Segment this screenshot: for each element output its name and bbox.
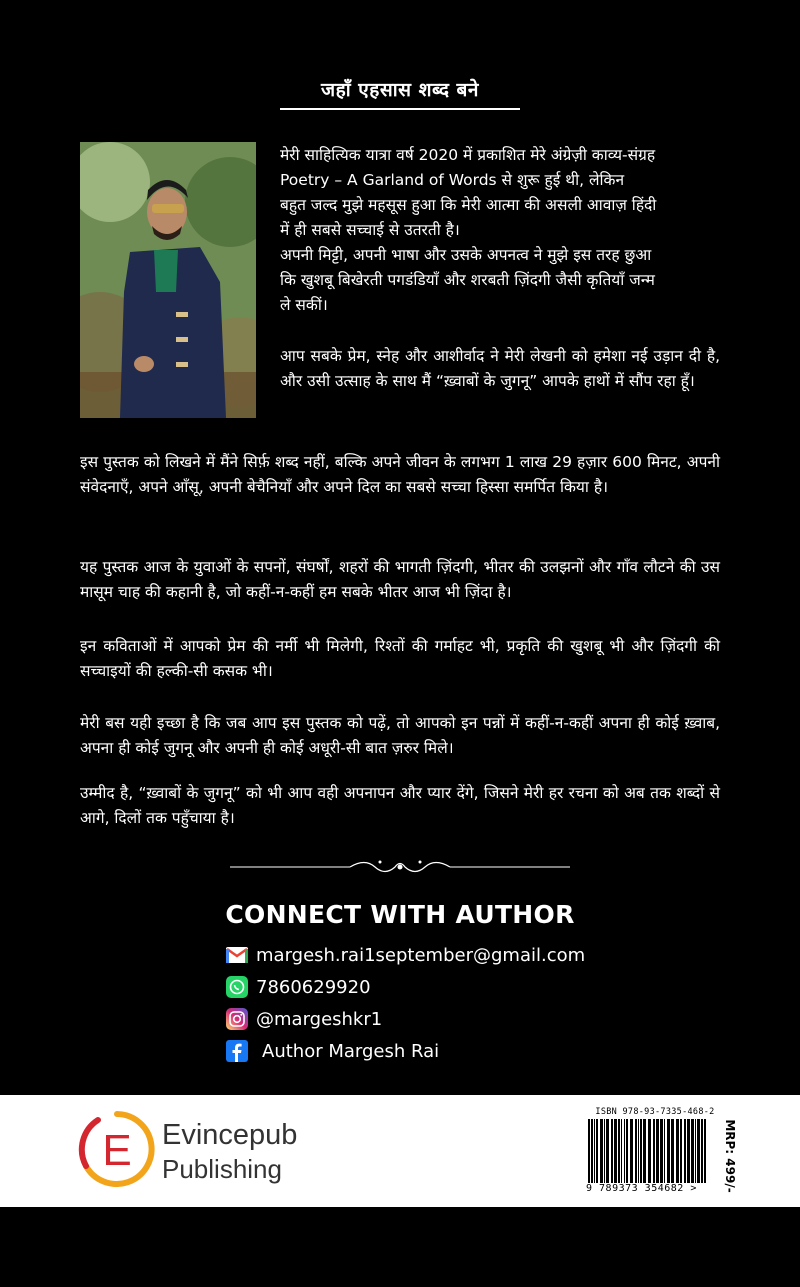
contact-text: Author Margesh Rai [262, 1040, 440, 1062]
barcode-bar [660, 1119, 663, 1183]
publisher-name [162, 1119, 297, 1186]
contact-text: 7860629920 [256, 976, 371, 998]
barcode-bar [600, 1119, 603, 1183]
intro-line: बहुत जल्द मुझे महसूस हुआ कि मेरी आत्मा की असली आवाज़ हिंदी [280, 196, 657, 214]
contact-text: margesh.rai1september@gmail.com [256, 944, 586, 966]
contact-facebook[interactable] [226, 1040, 439, 1062]
body-paragraph: इस पुस्तक को लिखने में मैंने सिर्फ़ शब्द नहीं, बल्कि अपने जीवन के लगभग 1 लाख 29 हज़ार 600 मिनट, अपनी संवेदनाएँ, अपने आँसू, अपनी बेचैनियाँ और अपने दिल का सबसे सच्चा हिस्सा समर्पित किया है। [80, 453, 720, 496]
barcode-bars [588, 1119, 708, 1183]
barcode-bar [656, 1119, 659, 1183]
gmail-icon [226, 944, 248, 966]
intro-line: कि खुशबू बिखेरती पगडंडियाँ और शरबती ज़िंदगी जैसी कृतियाँ जन्म [280, 271, 655, 289]
publisher-logo [78, 1110, 156, 1188]
body-paragraph: इन कविताओं में आपको प्रेम की नर्मी भी मिलेगी, रिश्तों की गर्माहट भी, प्रकृति की खुशबू भी और ज़िंदगी की सच्चाइयों की हल्की-सी कसक भी। [80, 637, 720, 680]
barcode-bar [611, 1119, 613, 1183]
barcode-bar [643, 1119, 646, 1183]
barcode-bar [664, 1119, 665, 1183]
barcode-bar [606, 1119, 609, 1183]
barcode-bar [594, 1119, 595, 1183]
barcode-bar [618, 1119, 620, 1183]
barcode-bar [667, 1119, 670, 1183]
barcode-bar [588, 1119, 590, 1183]
instagram-icon [226, 1008, 248, 1030]
connect-title: CONNECT WITH AUTHOR [225, 900, 575, 929]
barcode-bar [630, 1119, 633, 1183]
contact-whatsapp[interactable] [226, 976, 371, 998]
barcode-bar [704, 1119, 706, 1183]
barcode-bar [596, 1119, 598, 1183]
body-paragraph: मेरी बस यही इच्छा है कि जब आप इस पुस्तक को पढ़ें, तो आपको इन पन्नों में कहीं-न-कहीं अपना ही कोई ख़्वाब, अपना ही कोई जुगनू और अपनी ही कोई अधूरी-सी बात ज़रुर मिले। [80, 714, 720, 757]
barcode-bar [604, 1119, 605, 1183]
barcode-block [586, 1107, 737, 1197]
barcode-bar [701, 1119, 703, 1183]
barcode-bar [624, 1119, 625, 1183]
intro-paragraph-2: आप सबके प्रेम, स्नेह और आशीर्वाद ने मेरी लेखनी को हमेशा नई उड़ान दी है, और उसी उत्साह के साथ मैं “ख़्वाबों के जुगनू” आपके हाथों में सौंप रहा हूँ। [280, 347, 720, 390]
barcode-bar [648, 1119, 651, 1183]
barcode-bar [614, 1119, 617, 1183]
body-paragraph: उम्मीद है, “ख़्वाबों के जुगनू” को भी आप वही अपनापन और प्यार देंगे, जिसने मेरी हर रचना को अब तक शब्दों से आगे, दिलों तक पहुँचाया है। [80, 784, 720, 827]
contact-email[interactable] [226, 944, 585, 966]
barcode-bar [695, 1119, 696, 1183]
barcode-bar [591, 1119, 593, 1183]
barcode-bar [626, 1119, 628, 1183]
contact-text: @margeshkr1 [256, 1008, 383, 1030]
intro-line: मेरी साहित्यिक यात्रा वर्ष 2020 में प्रकाशित मेरे अंग्रेज़ी काव्य-संग्रह [280, 146, 656, 164]
author-photo [80, 142, 256, 418]
barcode-bar [684, 1119, 686, 1183]
publisher-name-line2: Publishing [162, 1154, 282, 1184]
intro-line: अपनी मिट्टी, अपनी भाषा और उसके अपनत्व ने मुझे इस तरह छुआ [280, 246, 652, 264]
barcode-bar [671, 1119, 674, 1183]
barcode-bar [638, 1119, 639, 1183]
ornament-divider [230, 856, 570, 878]
publisher-name-line1: Evincepub [162, 1119, 298, 1151]
facebook-icon [226, 1040, 248, 1062]
barcode-bar [640, 1119, 642, 1183]
mrp-label: MRP: 499/- [723, 1119, 737, 1193]
intro-line: में ही सबसे सच्चाई से उतरती है। [280, 221, 460, 239]
heading-underline [280, 108, 520, 110]
barcode-bar [697, 1119, 700, 1183]
barcode-bar [635, 1119, 637, 1183]
barcode-bar [653, 1119, 655, 1183]
body-paragraph: यह पुस्तक आज के युवाओं के सपनों, संघर्षों, शहरों की भागती ज़िंदगी, भीतर की उलझनों और गाँव लौटने की उस मासूम चाह की कहानी है, जो कहीं-न-कहीं हम सबके भीतर आज भी ज़िंदा है। [80, 558, 720, 601]
isbn-top: ISBN 978-93-7335-468-2 [595, 1107, 715, 1117]
barcode-bar [687, 1119, 690, 1183]
barcode-bar [676, 1119, 679, 1183]
intro-line: Poetry – A Garland of Words से शुरू हुई थी, लेकिन [280, 171, 625, 189]
barcode-bar [621, 1119, 622, 1183]
barcode-bar [691, 1119, 694, 1183]
whatsapp-icon [226, 976, 248, 998]
bottom-panel [0, 1095, 800, 1207]
contact-instagram[interactable] [226, 1008, 382, 1030]
barcode-bar [680, 1119, 682, 1183]
intro-paragraph-1 [280, 143, 720, 318]
heading: जहाँ एहसास शब्द बने [321, 79, 479, 101]
intro-line: ले सकीं। [280, 296, 328, 314]
isbn-bottom: 9 789373 354682 > [586, 1183, 697, 1194]
logo-letter: E [102, 1126, 132, 1175]
